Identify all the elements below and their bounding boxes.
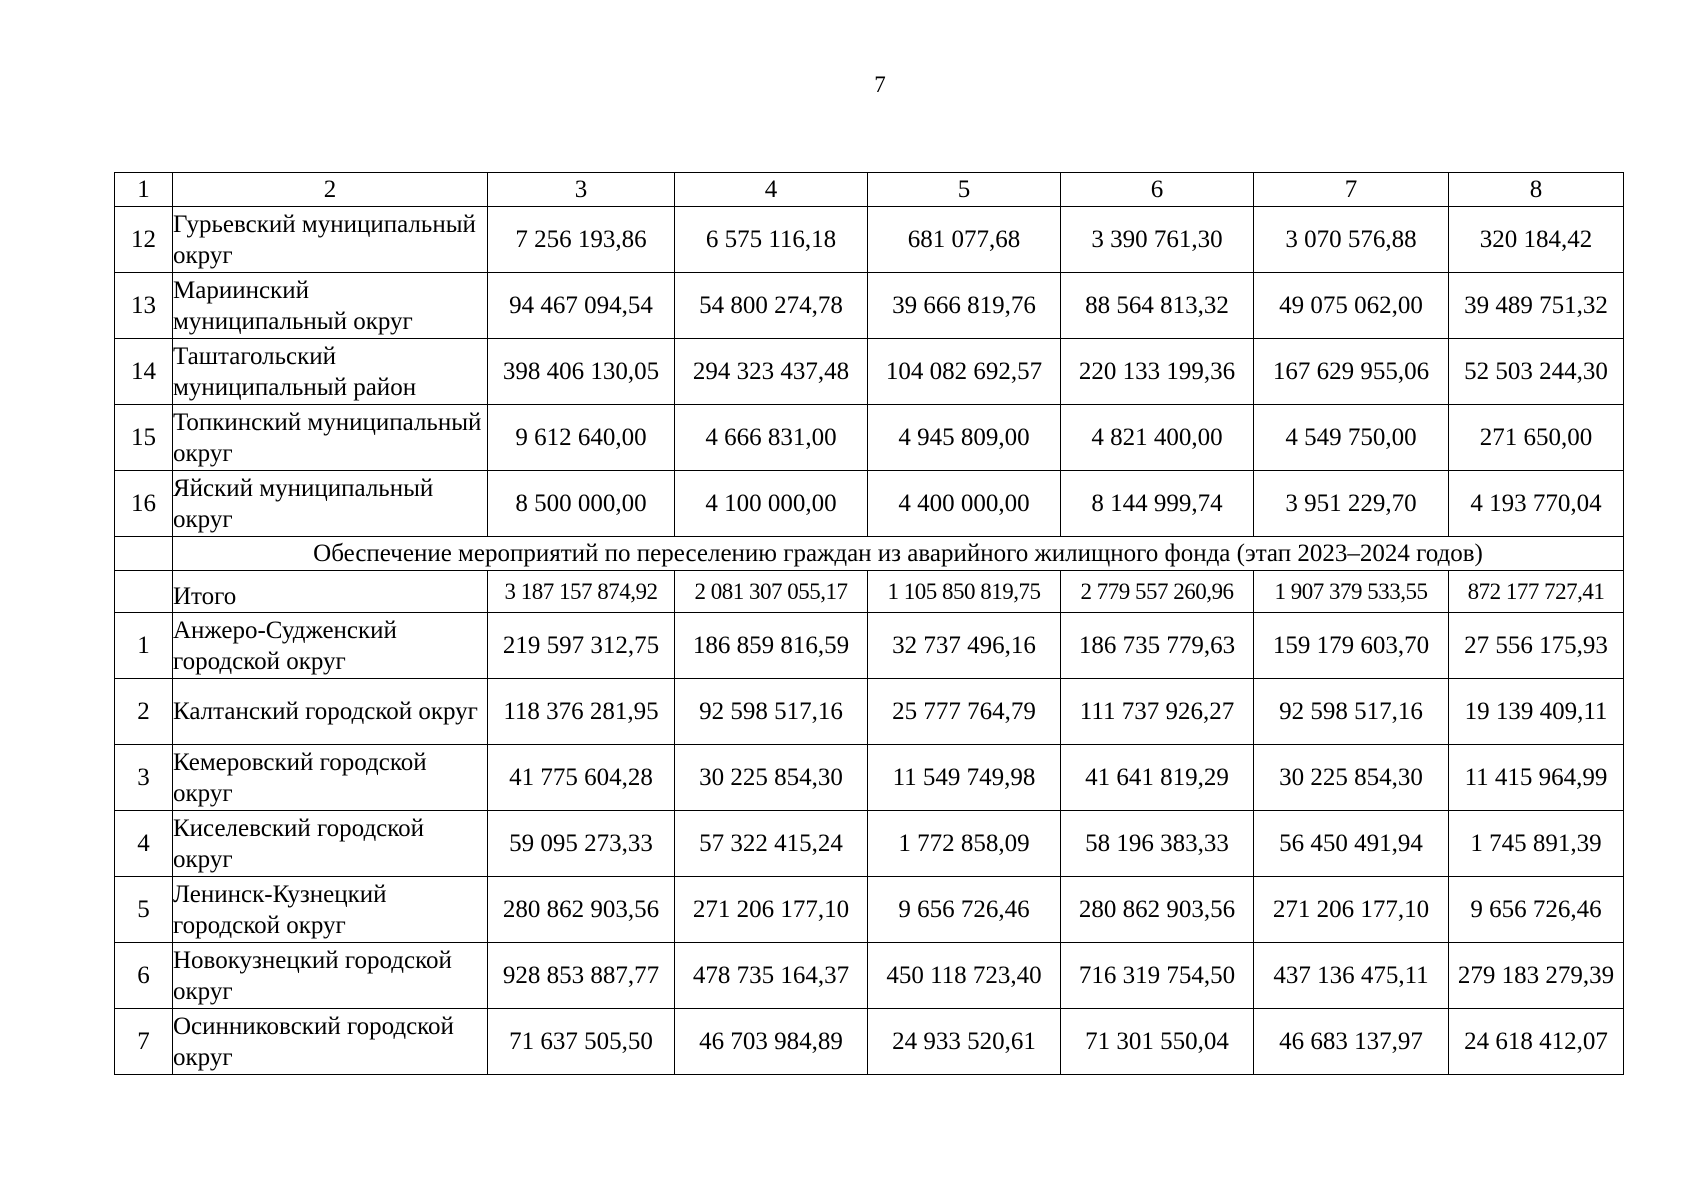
value-cell: 11 415 964,99 xyxy=(1449,745,1624,811)
value-cell: 716 319 754,50 xyxy=(1061,943,1254,1009)
value-cell: 24 933 520,61 xyxy=(868,1009,1061,1075)
value-cell: 1 907 379 533,55 xyxy=(1254,571,1449,613)
municipality-name: Итого xyxy=(173,571,488,613)
value-cell: 30 225 854,30 xyxy=(675,745,868,811)
value-cell: 71 301 550,04 xyxy=(1061,1009,1254,1075)
section-number-cell xyxy=(115,537,173,571)
header-row xyxy=(115,173,1624,207)
section-row xyxy=(115,537,1624,571)
value-cell: 872 177 727,41 xyxy=(1449,571,1624,613)
municipality-name: Яйский муниципальный округ xyxy=(173,471,488,537)
table-body xyxy=(115,173,1624,1075)
value-cell: 57 322 415,24 xyxy=(675,811,868,877)
table-row xyxy=(115,339,1624,405)
value-cell: 6 575 116,18 xyxy=(675,207,868,273)
value-cell: 39 489 751,32 xyxy=(1449,273,1624,339)
value-cell: 186 735 779,63 xyxy=(1061,613,1254,679)
table-row xyxy=(115,405,1624,471)
municipality-name: Калтанский городской округ xyxy=(173,679,488,745)
value-cell: 681 077,68 xyxy=(868,207,1061,273)
row-number: 1 xyxy=(115,613,173,679)
row-number: 15 xyxy=(115,405,173,471)
value-cell: 3 951 229,70 xyxy=(1254,471,1449,537)
value-cell: 111 737 926,27 xyxy=(1061,679,1254,745)
column-header: 4 xyxy=(675,173,868,207)
row-number: 6 xyxy=(115,943,173,1009)
value-cell: 8 144 999,74 xyxy=(1061,471,1254,537)
value-cell: 88 564 813,32 xyxy=(1061,273,1254,339)
value-cell: 58 196 383,33 xyxy=(1061,811,1254,877)
value-cell: 11 549 749,98 xyxy=(868,745,1061,811)
row-number xyxy=(115,571,173,613)
section-title: Обеспечение мероприятий по переселению граждан из аварийного жилищного фонда (этап 2023–2024 годов) xyxy=(173,537,1624,571)
value-cell: 59 095 273,33 xyxy=(488,811,675,877)
row-number: 16 xyxy=(115,471,173,537)
row-number: 2 xyxy=(115,679,173,745)
value-cell: 1 745 891,39 xyxy=(1449,811,1624,877)
column-header: 8 xyxy=(1449,173,1624,207)
value-cell: 271 206 177,10 xyxy=(675,877,868,943)
column-header: 7 xyxy=(1254,173,1449,207)
value-cell: 41 641 819,29 xyxy=(1061,745,1254,811)
value-cell: 4 821 400,00 xyxy=(1061,405,1254,471)
row-number: 4 xyxy=(115,811,173,877)
value-cell: 450 118 723,40 xyxy=(868,943,1061,1009)
municipality-name: Таштагольский муниципальный район xyxy=(173,339,488,405)
value-cell: 25 777 764,79 xyxy=(868,679,1061,745)
value-cell: 8 500 000,00 xyxy=(488,471,675,537)
value-cell: 92 598 517,16 xyxy=(675,679,868,745)
data-table xyxy=(114,172,1624,1075)
value-cell: 71 637 505,50 xyxy=(488,1009,675,1075)
table-row xyxy=(115,943,1624,1009)
value-cell: 4 193 770,04 xyxy=(1449,471,1624,537)
value-cell: 1 105 850 819,75 xyxy=(868,571,1061,613)
row-number: 13 xyxy=(115,273,173,339)
table-row xyxy=(115,811,1624,877)
value-cell: 56 450 491,94 xyxy=(1254,811,1449,877)
value-cell: 41 775 604,28 xyxy=(488,745,675,811)
value-cell: 478 735 164,37 xyxy=(675,943,868,1009)
value-cell: 54 800 274,78 xyxy=(675,273,868,339)
table-row xyxy=(115,471,1624,537)
column-header: 2 xyxy=(173,173,488,207)
value-cell: 7 256 193,86 xyxy=(488,207,675,273)
table-row xyxy=(115,273,1624,339)
value-cell: 437 136 475,11 xyxy=(1254,943,1449,1009)
value-cell: 928 853 887,77 xyxy=(488,943,675,1009)
column-header: 3 xyxy=(488,173,675,207)
value-cell: 159 179 603,70 xyxy=(1254,613,1449,679)
value-cell: 294 323 437,48 xyxy=(675,339,868,405)
page-number: 7 xyxy=(874,72,886,97)
table-row xyxy=(115,1009,1624,1075)
municipality-name: Гурьевский муниципальный округ xyxy=(173,207,488,273)
value-cell: 24 618 412,07 xyxy=(1449,1009,1624,1075)
row-number: 7 xyxy=(115,1009,173,1075)
municipality-name: Ленинск-Кузнецкий городской округ xyxy=(173,877,488,943)
value-cell: 280 862 903,56 xyxy=(1061,877,1254,943)
value-cell: 279 183 279,39 xyxy=(1449,943,1624,1009)
value-cell: 271 650,00 xyxy=(1449,405,1624,471)
value-cell: 3 390 761,30 xyxy=(1061,207,1254,273)
value-cell: 92 598 517,16 xyxy=(1254,679,1449,745)
value-cell: 9 612 640,00 xyxy=(488,405,675,471)
value-cell: 49 075 062,00 xyxy=(1254,273,1449,339)
value-cell: 4 549 750,00 xyxy=(1254,405,1449,471)
value-cell: 3 187 157 874,92 xyxy=(488,571,675,613)
value-cell: 9 656 726,46 xyxy=(868,877,1061,943)
value-cell: 2 779 557 260,96 xyxy=(1061,571,1254,613)
municipality-name: Осинниковский городской округ xyxy=(173,1009,488,1075)
value-cell: 3 070 576,88 xyxy=(1254,207,1449,273)
value-cell: 32 737 496,16 xyxy=(868,613,1061,679)
value-cell: 9 656 726,46 xyxy=(1449,877,1624,943)
row-number: 3 xyxy=(115,745,173,811)
value-cell: 52 503 244,30 xyxy=(1449,339,1624,405)
value-cell: 46 703 984,89 xyxy=(675,1009,868,1075)
total-row xyxy=(115,571,1624,613)
municipality-name: Топкинский муниципальный округ xyxy=(173,405,488,471)
value-cell: 219 597 312,75 xyxy=(488,613,675,679)
value-cell: 19 139 409,11 xyxy=(1449,679,1624,745)
column-header: 5 xyxy=(868,173,1061,207)
value-cell: 30 225 854,30 xyxy=(1254,745,1449,811)
municipality-name: Мариинский муниципальный округ xyxy=(173,273,488,339)
value-cell: 220 133 199,36 xyxy=(1061,339,1254,405)
row-number: 12 xyxy=(115,207,173,273)
table-row xyxy=(115,877,1624,943)
row-number: 14 xyxy=(115,339,173,405)
value-cell: 2 081 307 055,17 xyxy=(675,571,868,613)
value-cell: 27 556 175,93 xyxy=(1449,613,1624,679)
value-cell: 4 400 000,00 xyxy=(868,471,1061,537)
value-cell: 104 082 692,57 xyxy=(868,339,1061,405)
value-cell: 186 859 816,59 xyxy=(675,613,868,679)
municipality-name: Киселевский городской округ xyxy=(173,811,488,877)
table-row xyxy=(115,207,1624,273)
municipality-name: Анжеро-Судженский городской округ xyxy=(173,613,488,679)
value-cell: 118 376 281,95 xyxy=(488,679,675,745)
value-cell: 167 629 955,06 xyxy=(1254,339,1449,405)
value-cell: 4 945 809,00 xyxy=(868,405,1061,471)
value-cell: 39 666 819,76 xyxy=(868,273,1061,339)
municipality-name: Новокузнецкий городской округ xyxy=(173,943,488,1009)
value-cell: 398 406 130,05 xyxy=(488,339,675,405)
column-header: 1 xyxy=(115,173,173,207)
value-cell: 271 206 177,10 xyxy=(1254,877,1449,943)
column-header: 6 xyxy=(1061,173,1254,207)
row-number: 5 xyxy=(115,877,173,943)
value-cell: 320 184,42 xyxy=(1449,207,1624,273)
table-row xyxy=(115,679,1624,745)
table-row xyxy=(115,613,1624,679)
value-cell: 280 862 903,56 xyxy=(488,877,675,943)
value-cell: 4 666 831,00 xyxy=(675,405,868,471)
value-cell: 94 467 094,54 xyxy=(488,273,675,339)
municipality-name: Кемеровский городской округ xyxy=(173,745,488,811)
value-cell: 1 772 858,09 xyxy=(868,811,1061,877)
value-cell: 4 100 000,00 xyxy=(675,471,868,537)
value-cell: 46 683 137,97 xyxy=(1254,1009,1449,1075)
table-row xyxy=(115,745,1624,811)
